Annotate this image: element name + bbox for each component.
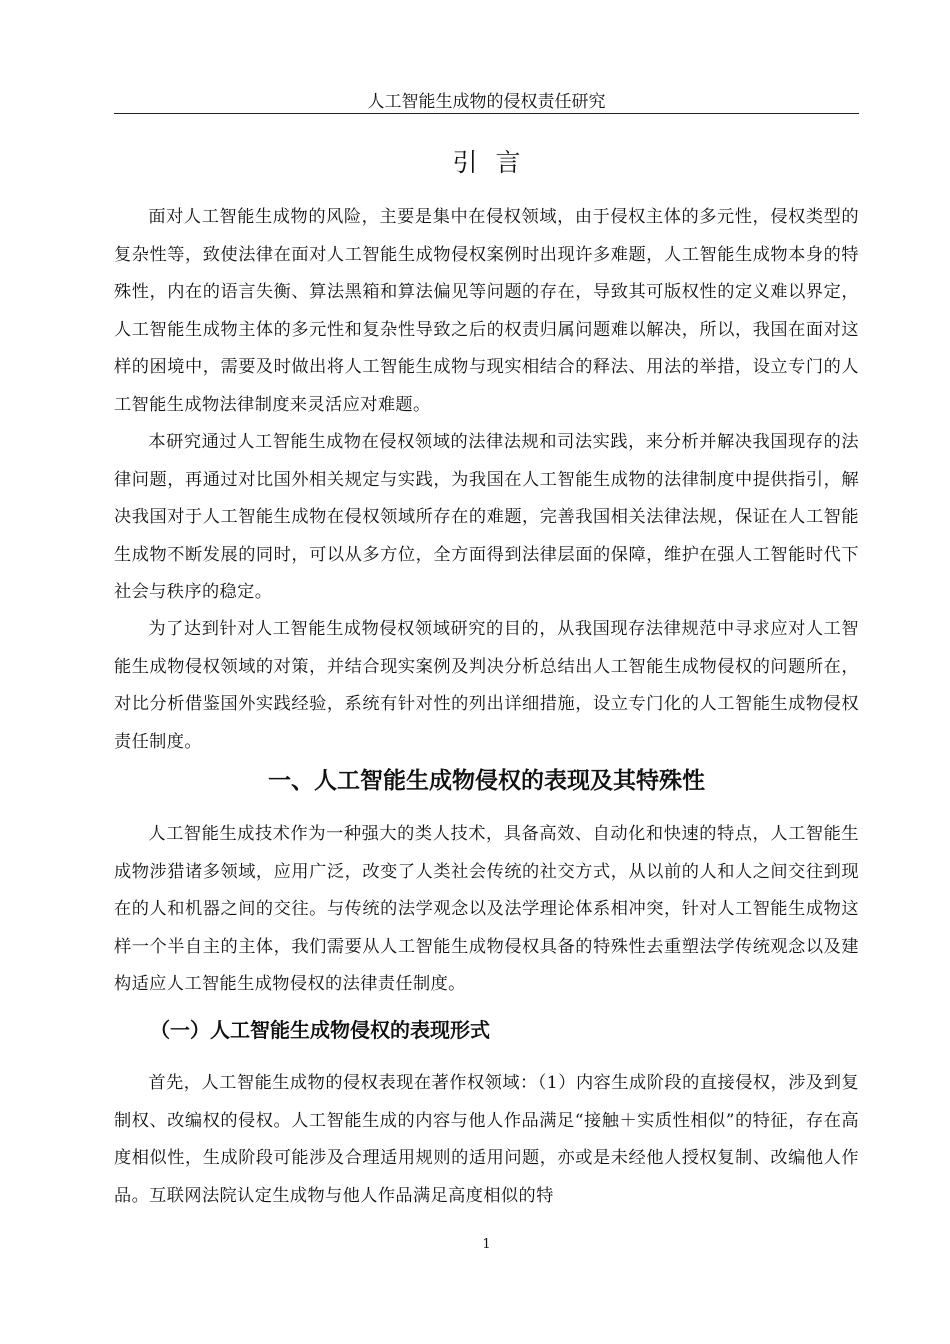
subsection-paragraph: 首先，人工智能生成物的侵权表现在著作权领域：（1）内容生成阶段的直接侵权，涉及到复制权、改编权的侵权。人工智能生成的内容与他人作品满足“接触＋实质性相似”的特征，存在高度相似性，生成阶段可能涉及合理适用规则的适用问题，亦或是未经他人授权复制、改编他人作品。互联网法院认定生成物与他人作品满足高度相似的特: [114, 1073, 859, 1206]
section-paragraph: 人工智能生成技术作为一种强大的类人技术，具备高效、自动化和快速的特点，人工智能生成物涉猎诸多领域，应用广泛，改变了人类社会传统的社交方式，从以前的人和人之间交往到现在的人和机器之间的交往。与传统的法学观念以及法学理论体系相冲突，针对人工智能生成物这样一个半自主的主体，我们需要从人工智能生成物侵权具备的特殊性去重塑法学传统观念以及建构适应人工智能生成物侵权的法律责任制度。: [114, 824, 859, 994]
intro-paragraph-3: 为了达到针对人工智能生成物侵权领域研究的目的，从我国现存法律规范中寻求应对人工智能生成物侵权领域的对策，并结合现实案例及判决分析总结出人工智能生成物侵权的问题所在，对比分析借鉴国外实践经验，系统有针对性的列出详细措施，设立专门化的人工智能生成物侵权责任制度。: [114, 619, 859, 752]
page-number: 1: [482, 1237, 491, 1252]
subsection-title: （一）人工智能生成物侵权的表现形式: [150, 1018, 490, 1042]
section-title: 一、人工智能生成物侵权的表现及其特殊性: [268, 768, 705, 794]
header-divider: [114, 113, 859, 114]
intro-title: 引言: [452, 148, 539, 177]
intro-paragraph-2: 本研究通过人工智能生成物在侵权领域的法律法规和司法实践，来分析并解决我国现存的法律问题，再通过对比国外相关规定与实践，为我国在人工智能生成物的法律制度中提供指引，解决我国对于人工智能生成物在侵权领域所存在的难题，完善我国相关法律法规，保证在人工智能生成物不断发展的同时，可以从多方位，全方面得到法律层面的保障，维护在强人工智能时代下社会与秩序的稳定。: [114, 432, 859, 602]
running-header: 人工智能生成物的侵权责任研究: [367, 92, 606, 112]
intro-paragraph-1: 面对人工智能生成物的风险，主要是集中在侵权领域，由于侵权主体的多元性，侵权类型的复杂性等，致使法律在面对人工智能生成物侵权案例时出现许多难题，人工智能生成物本身的特殊性，内在的语言失衡、算法黑箱和算法偏见等问题的存在，导致其可版权性的定义难以界定，人工智能生成物主体的多元性和复杂性导致之后的权责归属问题难以解决，所以，我国在面对这样的困境中，需要及时做出将人工智能生成物与现实相结合的释法、用法的举措，设立专门的人工智能生成物法律制度来灵活应对难题。: [114, 207, 859, 415]
